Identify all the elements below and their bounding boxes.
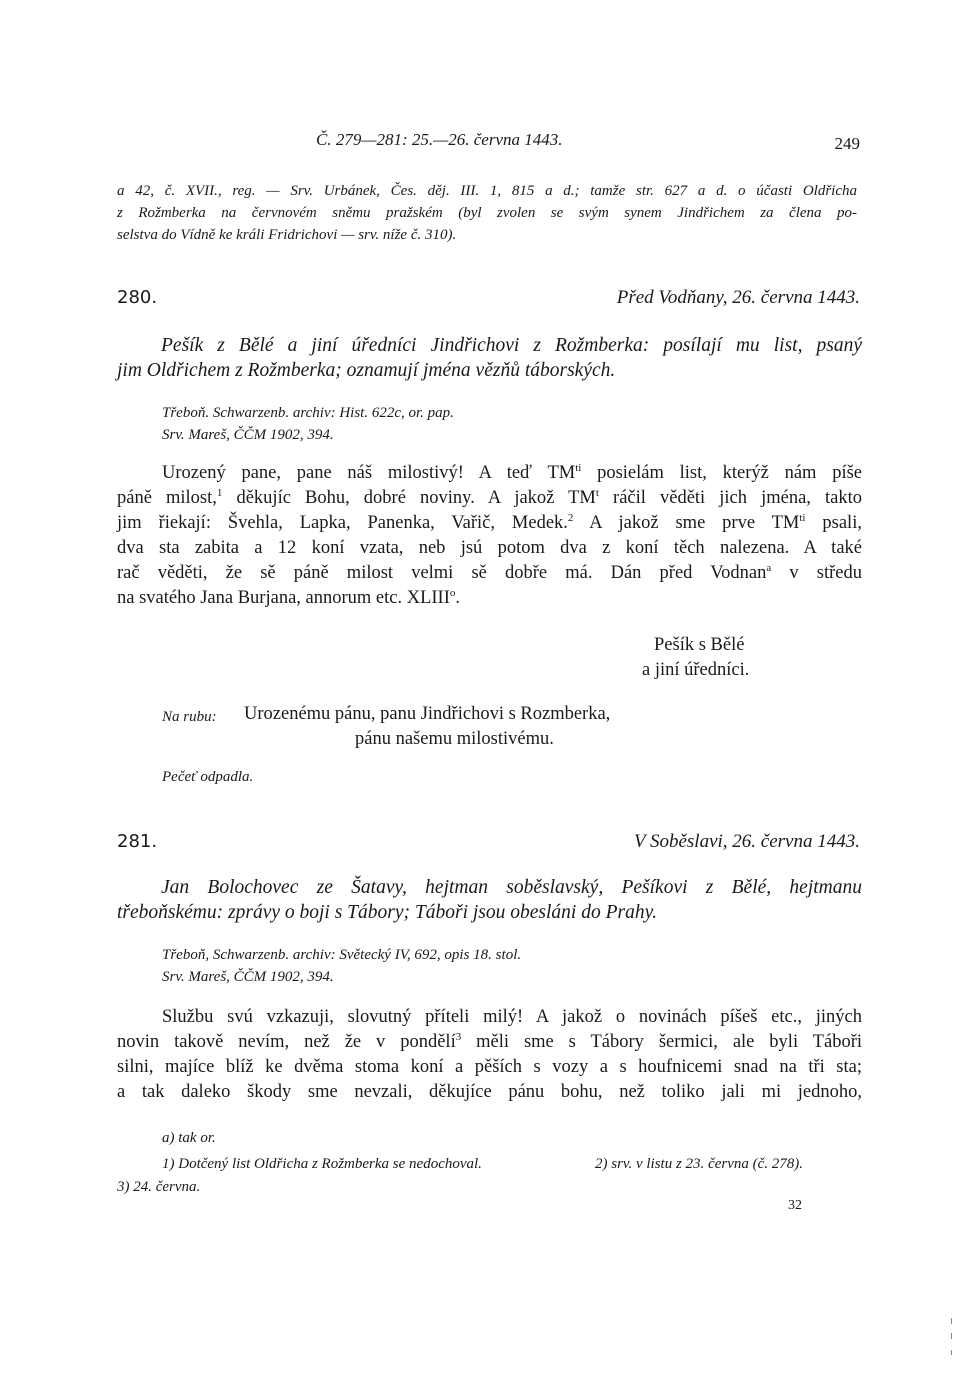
source-reference: Třeboň, Schwarzenb. archiv: Světecký IV, 692, opis 18. stol. bbox=[162, 947, 522, 963]
address-label: Na rubu: bbox=[162, 709, 217, 725]
footnote: 1) Dotčený list Oldřicha z Rožmberka se nedochoval. bbox=[162, 1156, 482, 1172]
scan-mark bbox=[951, 1350, 952, 1355]
entry-number: 280. bbox=[117, 287, 158, 308]
text-line: jim řiekají: Švehla, Lapka, Panenka, Vařič, Medek.$^2$ A jakož sme prve $TM^{ti}$ psali, bbox=[117, 511, 862, 533]
entry-summary bbox=[117, 333, 862, 383]
summary-line: jim Oldřichem z Rožmberka; oznamují jména vězňů táborských. bbox=[117, 360, 616, 381]
text-line: páně milost,$^1$ děkujíc Bohu, dobré noviny. A jakož $TM^t$ ráčil věděti jich jména, takto bbox=[117, 486, 862, 508]
signature-mark: 32 bbox=[788, 1198, 802, 1213]
text-line: silni, majíce blíž ke dvěma stoma koní a pěších s vozy a s houfnicemi snad na tři sta; bbox=[117, 1057, 862, 1077]
signature-line: Pešík s Bělé bbox=[654, 635, 745, 655]
note-line: a 42, č. XVII., reg. — Srv. Urbánek, Čes. děj. III. 1, 815 a d.; tamže str. 627 a d. o účasti Oldřicha bbox=[117, 183, 857, 199]
page-number: 249 bbox=[834, 134, 860, 153]
text-line: Službu svú vzkazuji, slovutný příteli milý! A jakož o novinách píšeš etc., jiných bbox=[162, 1007, 862, 1027]
previous-note bbox=[117, 180, 857, 246]
letter-text bbox=[117, 1005, 862, 1105]
text-line: dva sta zabita a 12 koní vzata, neb jsú potom dva z koní těch nalezena. A také bbox=[117, 538, 862, 558]
text-line: na svatého Jana Burjana, annorum etc. XLIII$^o$. bbox=[117, 586, 460, 608]
scan-mark bbox=[951, 1333, 952, 1339]
summary-line: Jan Bolochovec ze Šatavy, hejtman soběslavský, Pešíkovi z Bělé, hejtmanu bbox=[161, 877, 862, 898]
address-line: Urozenému pánu, panu Jindřichovi s Rozmberka, bbox=[244, 704, 611, 724]
note-line: selstva do Vídně ke králi Fridrichovi — srv. níže č. 310). bbox=[117, 227, 457, 243]
seal-note: Pečeť odpadla. bbox=[162, 769, 254, 785]
source-reference: Třeboň. Schwarzenb. archiv: Hist. 622c, or. pap. bbox=[162, 405, 454, 421]
text-line: novin takově nevím, než že v pondělí$^3$ měli sme s Tábory šermici, ale byli Táboři bbox=[117, 1030, 862, 1052]
footnote: 3) 24. června. bbox=[117, 1179, 201, 1195]
textual-note: a) tak or. bbox=[162, 1130, 216, 1146]
summary-line: třeboňskému: zprávy o boji s Tábory; Táboři jsou obesláni do Prahy. bbox=[117, 902, 658, 923]
text-line: rač věděti, že sě páně milost velmi sě dobře má. Dán před Vodnan$^a$ v středu bbox=[117, 561, 862, 583]
literature-reference: Srv. Mareš, ČČM 1902, 394. bbox=[162, 969, 334, 985]
address-line: pánu našemu milostivému. bbox=[355, 729, 554, 749]
signature-line: a jiní úředníci. bbox=[642, 660, 750, 680]
letter-text bbox=[117, 461, 862, 611]
entry-number: 281. bbox=[117, 831, 158, 852]
entry-place-date: V Soběslavi, 26. června 1443. bbox=[633, 831, 860, 852]
text-line: a tak daleko škody sme nevzali, děkujíce pánu bohu, než toliko jali mi jednoho, bbox=[117, 1082, 862, 1102]
footnote: 2) srv. v listu z 23. června (č. 278). bbox=[595, 1156, 804, 1172]
scan-mark bbox=[951, 1318, 952, 1324]
note-line: z Rožmberka na červnovém sněmu pražském (byl zvolen se svým synem Jindřichem za člena po- bbox=[117, 205, 857, 221]
text-line: Urozený pane, pane náš milostivý! A teď $TM^{ti}$ posielám list, kterýž nám píše bbox=[162, 461, 862, 483]
entry-place-date: Před Vodňany, 26. června 1443. bbox=[616, 287, 860, 308]
literature-reference: Srv. Mareš, ČČM 1902, 394. bbox=[162, 427, 334, 443]
summary-line: Pešík z Bělé a jiní úředníci Jindřichovi z Rožmberka: posílají mu list, psaný bbox=[161, 335, 862, 356]
entry-summary bbox=[117, 875, 862, 925]
running-title: Č. 279—281: 25.—26. června 1443. bbox=[316, 130, 563, 149]
